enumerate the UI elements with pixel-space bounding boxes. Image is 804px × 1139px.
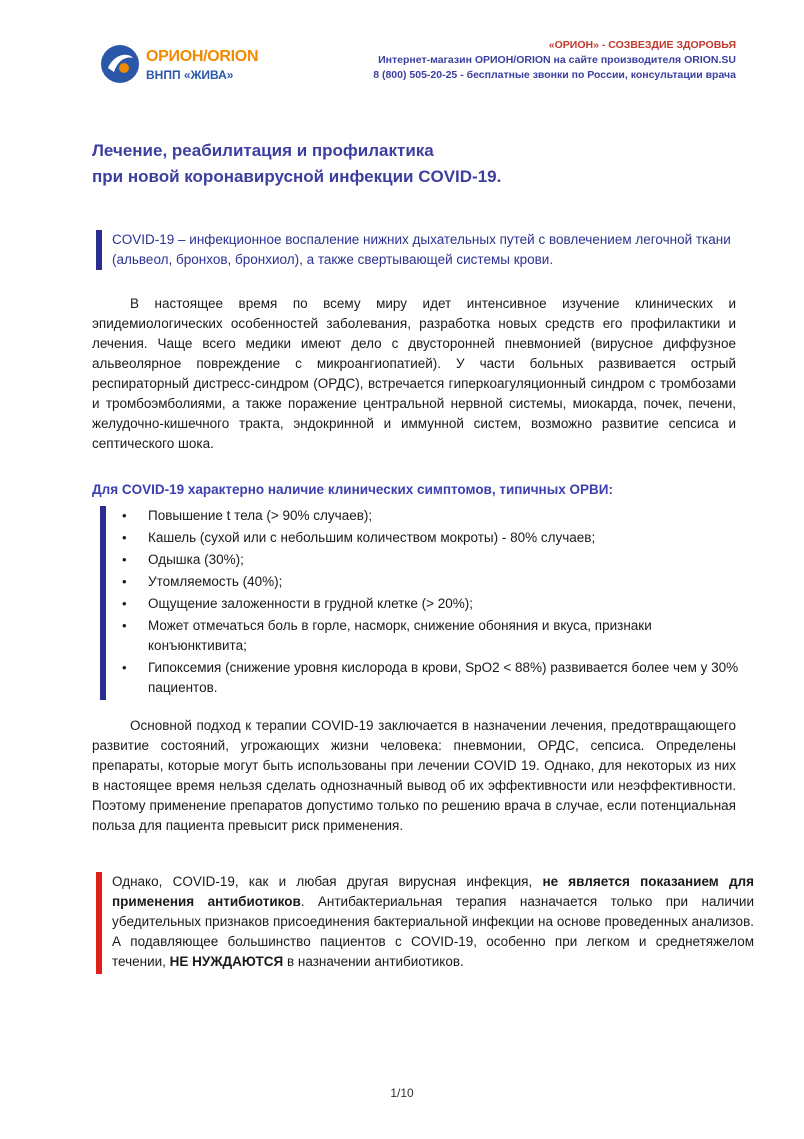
orion-logo[interactable]: [100, 44, 260, 88]
warning-emphasis: НЕ НУЖДАЮТСЯ: [169, 954, 284, 969]
bullet-icon: •: [122, 574, 127, 589]
list-item: • Может отмечаться боль в горле, насморк, снижение обоняния и вкуса, признаки конъюнктивита;: [122, 618, 652, 653]
list-item: • Одышка (30%);: [118, 550, 742, 570]
page-title: [92, 138, 712, 190]
header-tagline: «ОРИОН» - СОЗВЕЗДИЕ ЗДОРОВЬЯ: [548, 39, 736, 51]
list-item: • Повышение t тела (> 90% случаев);: [118, 506, 742, 526]
symptoms-list: [106, 506, 742, 698]
bullet-icon: •: [122, 596, 127, 611]
therapy-paragraph-text: Основной подход к терапии COVID-19 заключается в назначении лечения, предотвращающего развитие состояний, угрожающих жизни человека: пневмонии, ОРДС, сепсиса. Определены препараты, которые могут быть использованы при лечении COVID 19. Однако, для некоторых из них в настоящее время нельзя сделать однозначный вывод об их эффективности или неэффективности. Поэтому применение препаратов допустимо только по решению врача в случае, если потенциальная польза для пациента превысит риск применения.: [92, 718, 736, 833]
warning-emphasis: не является показанием для применения антибиотиков: [112, 874, 754, 909]
header-contacts: [296, 38, 736, 83]
orion-logo-icon: [100, 44, 140, 84]
logo-title: ОРИОН/ORION: [146, 48, 259, 65]
logo-subtitle: ВНПП «ЖИВА»: [146, 68, 234, 82]
list-item: • Ощущение заложенности в грудной клетке (> 20%);: [118, 594, 742, 614]
bullet-icon: •: [122, 552, 127, 567]
bullet-icon: •: [122, 530, 127, 545]
antibiotics-warning: Однако, COVID-19, как и любая другая вирусная инфекция, не является показанием для применения антибиотиков. Антибактериальная терапия назначается только при наличии убедительных признаков присоединения бактериальной инфекции на основе проведенных анализов. А подавляющее большинство пациентов с COVID-19, особенно при легком и среднетяжелом течении, НЕ НУЖДАЮТСЯ в назначении антибиотиков.: [96, 872, 754, 974]
bullet-icon: •: [122, 618, 127, 633]
header-shop-link[interactable]: Интернет-магазин ОРИОН/ORION на сайте производителя ORION.SU: [378, 54, 736, 66]
therapy-paragraph: [92, 716, 736, 836]
header-phone[interactable]: 8 (800) 505-20-25 - бесплатные звонки по России, консультации врача: [373, 69, 736, 81]
intro-paragraph-text: В настоящее время по всему миру идет интенсивное изучение клинических и эпидемиологических особенностей заболевания, разработка новых средств его профилактики и лечения. Чаще всего медики имеют дело с двусторонней пневмонией (вирусное диффузное альвеолярное повреждение с микроангиопатией). У части больных развивается острый респираторный дистресс-синдром (ОРДС), встречается гиперкоагуляционный синдром с тромбозами и тромбоэмболиями, а также поражение центральной нервной системы, миокарда, почек, печени, желудочно-кишечного тракта, эндокринной и иммунной систем, возможно развитие сепсиса и септического шока.: [92, 296, 736, 451]
symptoms-block: [100, 506, 742, 700]
bullet-icon: •: [122, 508, 127, 523]
bullet-icon: •: [122, 660, 127, 675]
title-line-1: Лечение, реабилитация и профилактика: [92, 141, 434, 160]
list-item: • Гипоксемия (снижение уровня кислорода в крови, SpO2 < 88%) развивается более чем у 30% пациентов.: [122, 660, 739, 695]
definition-callout: COVID-19 – инфекционное воспаление нижних дыхательных путей с вовлечением легочной ткани (альвеол, бронхов, бронхиол), а также свертывающей системы крови.: [96, 230, 754, 270]
intro-paragraph: [92, 294, 736, 454]
page-number: 1/10: [390, 1086, 414, 1100]
title-line-2: при новой коронавирусной инфекции COVID-19.: [92, 167, 502, 186]
list-item: • Кашель (сухой или с небольшим количеством мокроты) - 80% случаев;: [118, 528, 742, 548]
list-item: • Утомляемость (40%);: [118, 572, 742, 592]
symptoms-heading: Для COVID-19 характерно наличие клинических симптомов, типичных ОРВИ:: [92, 482, 613, 497]
